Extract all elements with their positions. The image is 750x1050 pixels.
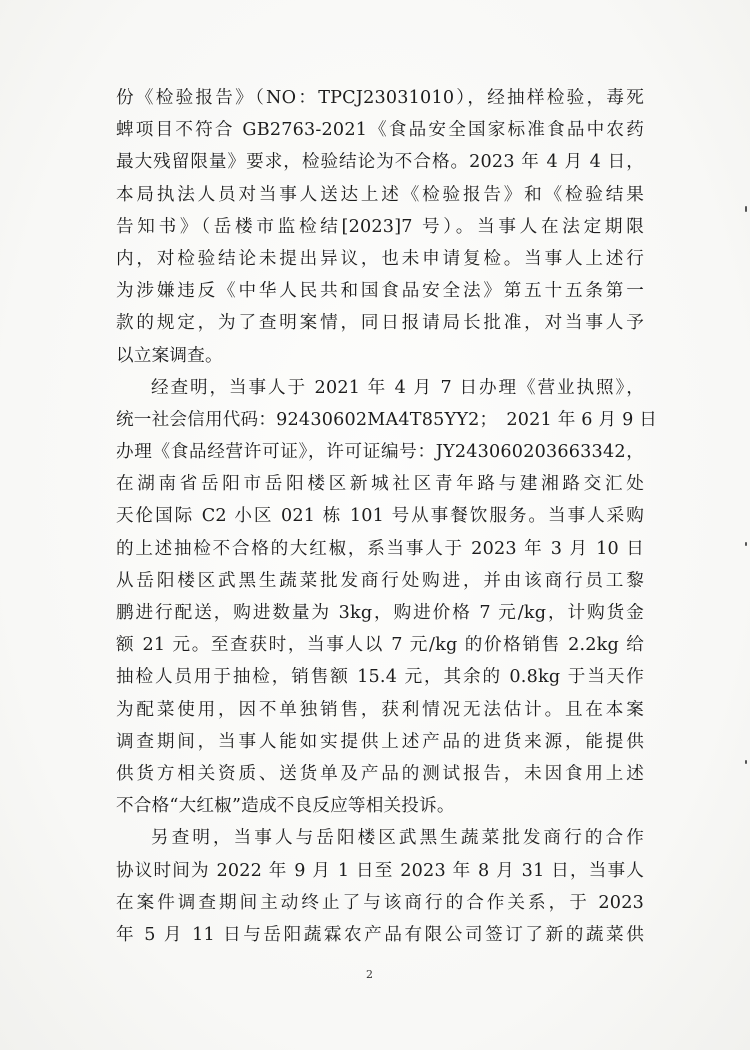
body-line: 供货方相关资质、送货单及产品的测试报告，未因食用上述 (116, 763, 644, 784)
scan-artifact (745, 206, 747, 212)
body-line: 鹏进行配送，购进数量为 3kg，购进价格 7 元/kg，计购货金 (116, 603, 644, 623)
page-number: 2 (366, 968, 373, 981)
body-line: 抽检人员用于抽检，销售额 15.4 元，其余的 0.8kg 于当天作 (116, 667, 644, 688)
body-line: 在湖南省岳阳市岳阳楼区新城社区青年路与建湘路交汇处 (116, 474, 644, 495)
body-line: 内，对检验结论未提出异议，也未申请复检。当事人上述行 (116, 248, 644, 269)
body-line: 协议时间为 2022 年 9 月 1 日至 2023 年 8 月 31 日，当事人 (116, 860, 644, 881)
body-line: 调查期间，当事人能如实提供上述产品的进货来源，能提供 (116, 731, 644, 752)
body-line: 蜱项目不符合 GB2763-2021《食品安全国家标准食品中农药 (116, 120, 644, 141)
body-line: 为配菜使用，因不单独销售，获利情况无法估计。且在本案 (116, 699, 644, 720)
body-line: 统一社会信用代码：92430602MA4T85YY2； 2021 年 6 月 9 日 (116, 409, 658, 430)
body-line: 的上述抽检不合格的大红椒，系当事人于 2023 年 3 月 10 日 (116, 538, 644, 559)
body-line: 为涉嫌违反《中华人民共和国食品安全法》第五十五条第一 (116, 281, 644, 302)
body-line: 在案件调查期间主动终止了与该商行的合作关系，于 2023 (116, 892, 644, 913)
body-line: 另查明，当事人与岳阳楼区武黑生蔬菜批发商行的合作 (151, 828, 644, 849)
body-line: 以立案调查。 (116, 345, 223, 366)
body-line: 不合格“大红椒”造成不良反应等相关投诉。 (116, 796, 455, 817)
body-line: 年 5 月 11 日与岳阳蔬霖农产品有限公司签订了新的蔬菜供 (116, 924, 644, 945)
scan-artifact (745, 542, 747, 546)
body-line: 从岳阳楼区武黑生蔬菜批发商行处购进，并由该商行员工黎 (116, 570, 644, 591)
body-line: 款的规定，为了查明案情，同日报请局长批准，对当事人予 (116, 313, 644, 334)
body-line: 经查明，当事人于 2021 年 4 月 7 日办理《营业执照》， (151, 377, 644, 398)
body-line: 天伦国际 C2 小区 021 栋 101 号从事餐饮服务。当事人采购 (116, 506, 644, 527)
body-line: 告知书》（岳楼市监检结[2023]7 号）。当事人在法定期限 (116, 216, 644, 237)
body-line: 最大残留限量》要求，检验结论为不合格。2023 年 4 月 4 日， (116, 152, 644, 173)
document-body (116, 82, 658, 951)
scan-artifact (745, 760, 747, 764)
body-line: 本局执法人员对当事人送达上述《检验报告》和《检验结果 (116, 184, 644, 205)
body-line: 份《检验报告》（NO：TPCJ23031010），经抽样检验，毒死 (116, 88, 644, 108)
body-line: 办理《食品经营许可证》，许可证编号：JY24306020366334​2， (116, 442, 644, 463)
body-line: 额 21 元。至查获时，当事人以 7 元/kg 的价格销售 2.2kg 给 (116, 635, 644, 656)
